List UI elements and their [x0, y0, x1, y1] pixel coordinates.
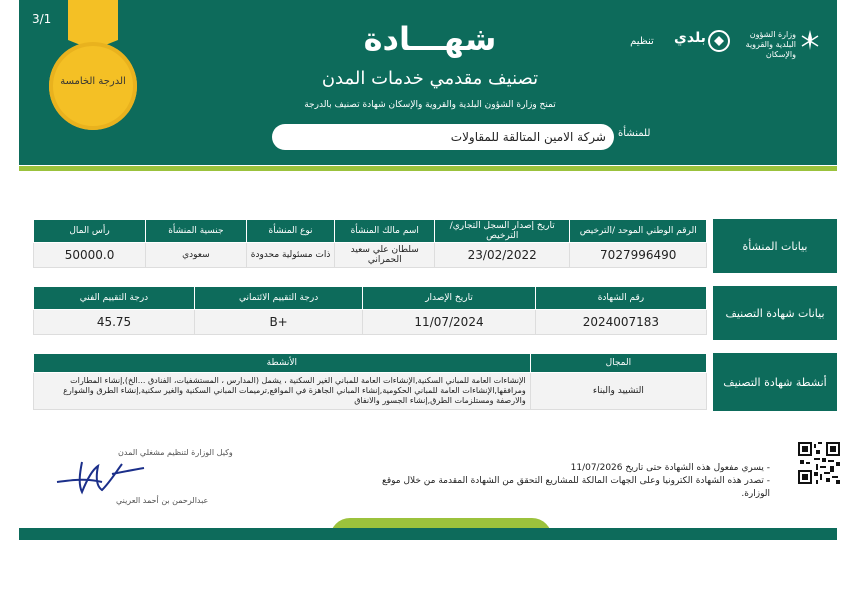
header-national-number: الرقم الوطني الموحد /الترخيص [570, 220, 707, 243]
issue-date-value: 11/07/2024 [363, 310, 536, 335]
national-number-value: 7027996490 [570, 243, 707, 268]
footer-bar [19, 528, 837, 540]
establishment-table [33, 219, 707, 268]
baladi-logo-text: بلدي [674, 30, 706, 46]
header-type: نوع المنشأة [246, 220, 335, 243]
header-technical-score: درجة التقييم الفني [34, 287, 195, 310]
section-certificate-label: بيانات شهادة التصنيف [713, 286, 837, 340]
certificate-notes [380, 462, 770, 501]
technical-score-value: 45.75 [34, 310, 195, 335]
certificate-number-value: 2024007183 [535, 310, 706, 335]
saudi-emblem-icon [798, 28, 822, 52]
ministry-logo-text: وزارة الشؤون البلدية والقروية والإسكان [745, 30, 796, 59]
baladi-logo-icon [708, 30, 730, 52]
signatory-title: وكيل الوزارة لتنظيم مشغلي المدن [118, 448, 233, 457]
header-activities: الأنشطة [34, 354, 531, 373]
badge-ribbon [68, 0, 118, 40]
section-activities-label: أنشطة شهادة التصنيف [713, 353, 837, 411]
validity-note-prefix: - يسري مفعول هذه الشهادة حتى تاريخ [625, 463, 770, 473]
certificate-subtitle: تصنيف مقدمي خدمات المدن [321, 68, 539, 89]
header-divider [19, 166, 837, 171]
header-nationality: جنسية المنشأة [146, 220, 247, 243]
activities-table [33, 353, 707, 410]
org-name: شركة الامين المتالقة للمقاولات [450, 130, 606, 144]
certificate-title: شهـــادة [363, 20, 497, 58]
type-value: ذات مسئولية محدودة [246, 243, 335, 268]
verification-note: - تصدر هذه الشهادة الكترونيا وعلى الجهات المالكة للمشاريع التحقق من الشهادة المقدمة من خلال موقع الوزارة. [382, 476, 770, 499]
credit-score-value: B+ [194, 310, 362, 335]
signatory-name: عبدالرحمن بن أحمد العريني [116, 496, 209, 505]
tanzeem-logo-text: تنظيم [630, 36, 654, 47]
activities-text: الإنشاءات العامة للمباني السكنية,الإنشاءات العامة للمباني الغير السكنية ، يشمل (المدارس ، المستشفيات، الفنادق ...الخ),إنشاء المطارات ومرافقها,الإنشاءات العامة للمباني الحكومية,إنشاء المباني الجاهزة في المواقع,ترميمات المباني السكنية والغير سكنية,إنشاء الطرق والشوارع والارصفة ومستلزمات الطرق,إنشاء الجسور والانفاق [34, 373, 531, 410]
validity-note [380, 462, 770, 475]
header-capital: رأس المال [34, 220, 146, 243]
header-credit-score: درجة التقييم الائتماني [194, 287, 362, 310]
org-name-box [272, 124, 614, 150]
owner-value: سلطان علي سعيد الحمراني [335, 243, 435, 268]
grade-badge-label: الدرجة الخامسة [60, 76, 126, 87]
header-owner: اسم مالك المنشأة [335, 220, 435, 243]
header-issue-date: تاريخ الإصدار [363, 287, 536, 310]
validity-date: 11/07/2026 [570, 463, 623, 473]
certificate-table [33, 286, 707, 335]
nationality-value: سعودي [146, 243, 247, 268]
header-field: المجال [530, 354, 706, 373]
capital-value: 50000.0 [34, 243, 146, 268]
signature-icon [52, 452, 152, 497]
qr-code-icon [798, 442, 840, 484]
field-value: التشييد والبناء [530, 373, 706, 410]
section-establishment-label: بيانات المنشأة [713, 219, 837, 273]
header-certificate-number: رقم الشهادة [535, 287, 706, 310]
page-number: 3/1 [32, 12, 52, 26]
header-cr-date: تاريخ إصدار السجل التجاري/ الترخيص [435, 220, 570, 243]
cr-date-value: 23/02/2022 [435, 243, 570, 268]
certificate-description: تمنح وزارة الشؤون البلدية والقروية والإسكان شهادة تصنيف بالدرجة [304, 100, 556, 110]
org-label: للمنشأة [618, 128, 651, 139]
